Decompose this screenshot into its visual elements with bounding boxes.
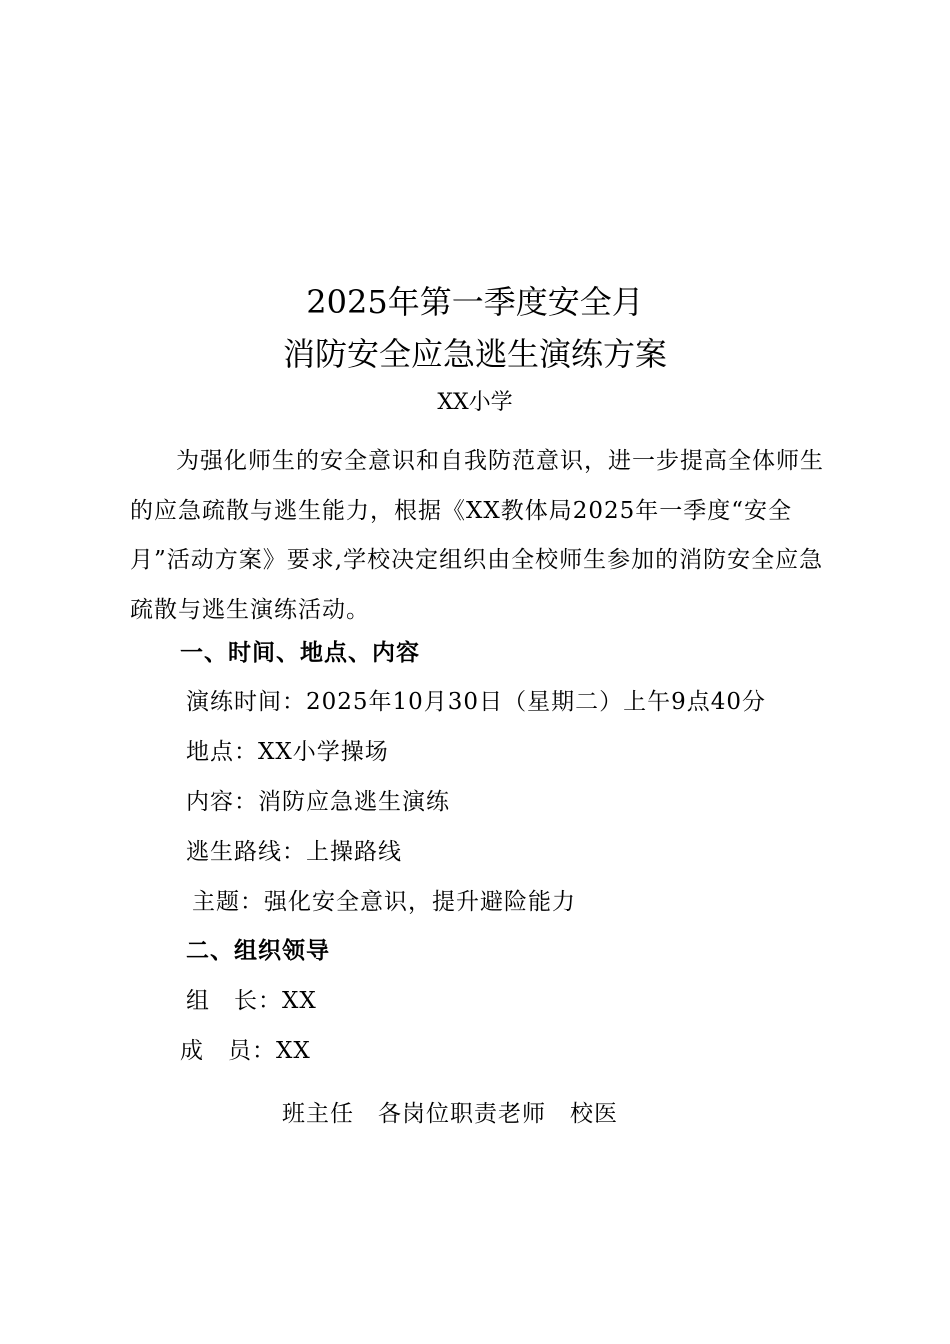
document-title-line2: 消防安全应急逃生演练方案 [282, 335, 667, 373]
intro-paragraph: 为强化师生的安全意识和自我防范意识，进一步提高全体师生的应急疏散与逃生能力，根据《XX教体局2025年一季度“安全月”活动方案》要求,学校决定组织由全校师生参加的消防安全应急疏散与逃生演练活动。 [130, 448, 824, 623]
drill-content: 内容：消防应急逃生演练 [186, 789, 450, 815]
group-members: 成 员：XX [180, 1038, 311, 1064]
group-leader: 组 长：XX [186, 988, 317, 1014]
drill-theme: 主题：强化安全意识，提升避险能力 [192, 889, 576, 915]
document-title-line1: 2025年第一季度安全月 [306, 283, 644, 321]
member-roles: 班主任 各岗位职责老师 校医 [282, 1101, 618, 1127]
drill-time: 演练时间：2025年10月30日（星期二）上午9点40分 [186, 689, 766, 715]
section-heading-time-place-content: 一、时间、地点、内容 [180, 639, 420, 666]
section-heading-organization: 二、组织领导 [186, 937, 330, 964]
school-name: XX小学 [437, 390, 513, 415]
escape-route: 逃生路线：上操路线 [186, 839, 402, 865]
drill-place: 地点：XX小学操场 [186, 739, 389, 765]
